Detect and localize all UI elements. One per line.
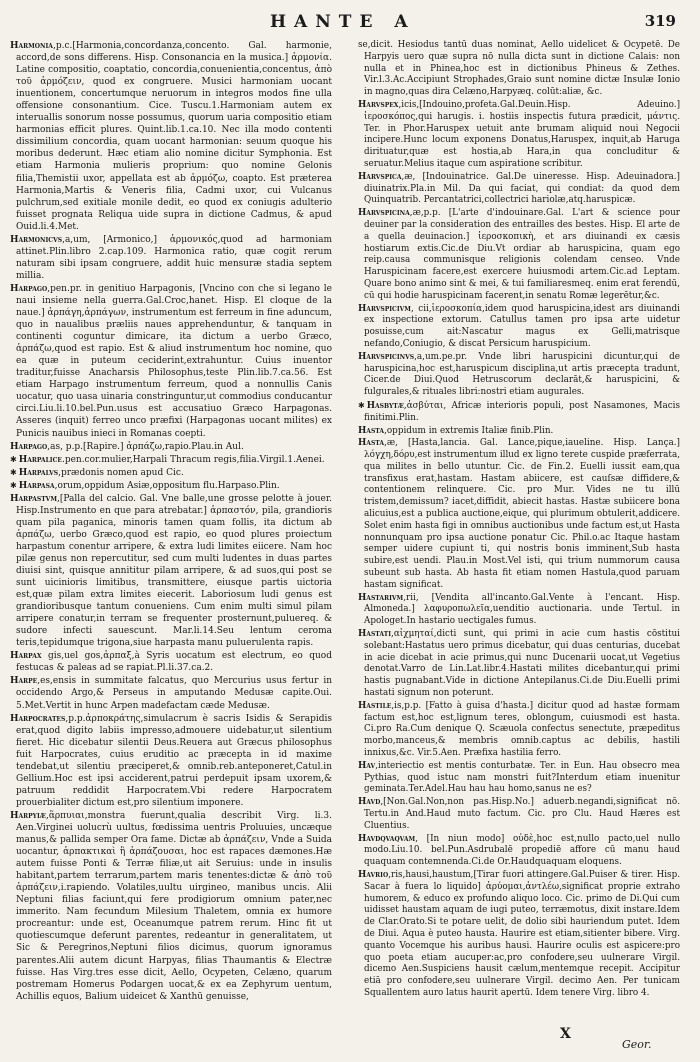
page-number: 319 bbox=[644, 12, 676, 30]
entry-text: ,oppidum in extremis Italiæ finib.Plin. bbox=[384, 425, 554, 436]
entry-text: ,is,p.p. [Fatto à guisa d'hasta.] dicitur quod ad hastæ formam factum est,hoc est,lignum teres, oblongum, cuiusmodi est hasta. Ci.pro Ra.Cum denique Q. Scæuola confectus senectute, præpeditus morbo,manceus,& membris omnib.captus ac debilis, hastili innixus,&c. Vir.5.Aen. Præfixa hastilia ferro. bbox=[364, 700, 680, 759]
entry-headword: Harpax bbox=[10, 651, 42, 662]
dictionary-entry bbox=[358, 426, 680, 438]
entry-text: ,es,ensis in summitate falcatus, quo Mercurius usus fertur in occidendo Argo,& Perseus in amputando Medusæ capite.Oui. 5.Met.Vertit in hunc Arpen madefactam cæde Medusæ. bbox=[16, 676, 332, 711]
dictionary-entry bbox=[10, 40, 332, 233]
entry-text: ,ἀσβύται, Africæ interioris populi, post Nasamones, Macis finitimi.Plin. bbox=[364, 400, 680, 423]
entry-text: se,dicit. Hesiodus tantū duas nominat, Aello uidelicet & Ocypetē. De Harpyis uero quæ supra nō nulla dicta sunt in dictione Calais: non nulla et in Phinea,hoc est in dictionibus Phineus & Zethes. Vir.l.3.Ac.Accipiunt Strophades,Graio sunt nomine dictæ Insulæ Ionio in magno,quas dira Celæno,Harpyæq. colūt:aliæ, &c. bbox=[358, 40, 680, 98]
dictionary-entry bbox=[10, 454, 332, 466]
entry-headword: Harvspicivm bbox=[358, 303, 411, 314]
entry-text: ,ἅρπυιαι,monstra fuerunt,qualia describit Virg. li.3. Aen.Virginei uolucrù uultus, fœdissima uentris Proluuies, uncæque manus,& pallida semper Ora fame. Dictæ ab ἁρπάζειν, Vnde a Suida uocantur, ἁρπακτικαὶ ἢ ἁρπάζουσαι, hoc est rapaces dæmones.Hæ autem fuisse Ponti & Terræ filiæ,ut ait Seruius: unde in insulis habitant,partem terrarum,partem maris tenentes:dictæ & ἀπὸ τοῦ ἁρπάζειν,i.rapiendo. Volatiles,uultu uirgineo, manibus uncis. Alii Neptuni filias faciunt,qui fere prodigiorum omnium pater,nec immerito. Nam fecundum Milesium Thaletem, omnia ex humore procreantur: unde est, Oceanumque patrem rerum. Hinc fit ut quotiescumque deferunt parentes, redeantur in generalitatem, ut Sic & Peregrinos,Neptuni filios dicimus, quorum ignoramus parentes.Alii autem dicunt Harpyas, filias Thaumantis & Electræ fuisse. Has Virg.tres esse dicit, Aello, Ocypeten, Celæno, quarum postremam Homerus Podargen uocat,& ex ea Zephyrum uentum, Achillis equos, Balium uideicet & Xanthū genuisse, bbox=[16, 810, 332, 1002]
entry-headword: Havrio bbox=[358, 869, 389, 880]
entry-headword: Harpe bbox=[10, 676, 38, 687]
dictionary-entry bbox=[358, 172, 680, 207]
entry-text: ,orum,oppidum Asiæ,oppositum flu.Harpaso.Plin. bbox=[54, 480, 280, 491]
page-footer bbox=[0, 1024, 700, 1054]
catchword: Geor. bbox=[622, 1038, 652, 1051]
entry-headword: Havd bbox=[358, 797, 381, 808]
dictionary-entry bbox=[358, 834, 680, 869]
dictionary-entry bbox=[358, 400, 680, 425]
dictionary-entry bbox=[358, 761, 680, 796]
entry-headword: Harpasa bbox=[18, 480, 55, 491]
dictionary-entry bbox=[358, 797, 680, 832]
entry-headword: Hasta bbox=[358, 438, 385, 449]
entry-headword: Harvspicinvs bbox=[358, 351, 415, 362]
entry-headword: Harpalice bbox=[18, 454, 62, 465]
entry-text: .pen.cor.mulier,Harpali Thracum regis,filia.Virgil.1.Aenei. bbox=[61, 454, 325, 465]
dictionary-entry bbox=[358, 352, 680, 399]
entry-headword: Harpastvm bbox=[10, 493, 57, 504]
entry-text: gis,uel gos,ἁρπαξ,à Syris uocatum est electrum, eo quod festucas & paleas ad se rapiat.Pl.li.37.ca.2. bbox=[16, 651, 332, 674]
entry-text: ,rii, [Vendita all'incanto.Gal.Vente à l'encant. Hisp. Almoneda.] λαφυροπωλεῖα,uenditio auctionaria. unde Tertul. in Apologet.In hastario uectigales fumus. bbox=[364, 592, 680, 627]
entry-text: ,pen.pr. in genitiuo Harpagonis, [Vncino con che si legano le naui insieme nella guerra.Gal.Croc,hanet. Hisp. El cloque de la naue.] ἁρπάγη,ἁρπάγων, instrumentum est ferreum in fine aduncum, quo in naualibus præliis naues apprehenduntur, & tanquam in continenti coguntur dimicare, ita dictum a uerbo Græco, ἁρπάζω,quod est rapio. Est & aliud instrumentum hoc nomine, quo ea quæ in puteum ceciderint,extrahuntur. Cuius inuentor traditur,fuisse Anacharsis Philosophus,teste Plin.lib.7.ca.56. Est etiam Harpago instrumentum ferreum, quod a nonnullis Canis uocatur, quo uasa uinaria constringuntur,ut commodius conducantur circi.Liu.li.10.bel.Pun.usus est accusatiuo Græco Harpagonas. Asseres (inquit) ferreo unco præfixi (Harpagonas uocant milites) ex Punicis nauibus inieci in Romanas coepti. bbox=[16, 283, 332, 439]
entry-text: , [In niun modo] οὐδὲ,hoc est,nullo pacto,uel nullo modo.Liu.10. bel.Pun.Asdrubalē propediē affore cū manu haud quaquam contemnenda.Ci.de Or.Haudquaquam eloquens. bbox=[364, 833, 680, 868]
dictionary-entry bbox=[358, 304, 680, 351]
entry-headword: Harpago bbox=[10, 283, 48, 294]
dictionary-entry bbox=[358, 870, 680, 1000]
dictionary-entry bbox=[358, 100, 680, 171]
entry-headword: Harpocrates bbox=[10, 713, 66, 724]
entry-text: ,[Palla del calcio. Gal. Vne balle,une grosse pelotte à jouer. Hisp.Instrumento en que para atrebatar.] ἁρπαστόν, pila, grandioris quam pila paganica, minoris tamen quam follis, ita dictum ab ἁρπάζω, uerbo Græco,quod est rapio, eo quod plures proiectum harpastum conentur arripere, & extra ludi limites eiicere. Nam hoc pilæ genus non repercutitur, sed cum multi ludentes in duas partes diuisi sint, quisque annititur pilam arripere, & ad suos,qui post se sunt uicinioris limitibus, transmittere, eiusque partis uictoria est,quæ pilam extra limites eiecerit. Laboriosum ludi genus est grandioribusque tantum conueniens. Cum enim multi simul pilam arripere conatur,in terram se frequenter prosternunt,puluereq. & sudore infecti sauescunt. Mar.li.14.Seu lentum ceroma teris,tepidumque trigona,siue harpasta manu puluerulenta rapis. bbox=[16, 493, 332, 649]
entry-headword: Harvspex bbox=[358, 99, 399, 110]
entry-headword: Havdqvaqvam bbox=[358, 833, 416, 844]
entry-headword: Hasta bbox=[358, 425, 385, 436]
dictionary-entry bbox=[10, 713, 332, 809]
dictionary-entry bbox=[10, 675, 332, 711]
entry-headword: Harvspica bbox=[358, 171, 402, 182]
dictionary-entry bbox=[10, 650, 332, 674]
signature-mark: X bbox=[560, 1026, 571, 1042]
entry-text: ,[Non.Gal.Non,non pas.Hisp.No.] aduerb.negandi,significat nō. Tertu.in And.Haud muto factum. Cic. pro Clu. Haud Hæres est Cluentius. bbox=[364, 797, 680, 831]
dictionary-entry bbox=[10, 480, 332, 492]
dictionary-entry bbox=[358, 629, 680, 700]
left-column bbox=[10, 40, 332, 1004]
entry-text: ,a,um, [Armonico,] ἁρμονικός,quod ad harmoniam attinet.Plin.libro 2.cap.109. Harmonica ratio, quæ cogit rerum naturam sibi ipsam congruere, addit huic mensuræ stadia septem millia. bbox=[16, 234, 332, 281]
dictionary-entry bbox=[358, 438, 680, 591]
dictionary-entry bbox=[10, 467, 332, 479]
entry-text: ,a,um.pe.pr. Vnde libri haruspicini dicuntur,qui de haruspicina,hoc est,haruspicum disciplina,ut artis præcepta tradunt, Cicer.de Diui.Quod Hetruscorum declarāt,& haruspicini, & fulgurales,& rituales libri:nostri etiam augurales. bbox=[364, 351, 680, 398]
entry-headword: Hastati bbox=[358, 629, 392, 640]
running-head bbox=[0, 8, 700, 38]
entry-text: ,αἰχμηταί,dicti sunt, qui primi in acie cum hastis cōstitui solebant:Hastatus uero primus dicebatur, qui duas centurias, ducebat in acie dicebat in acie primus,qui nunc Ducenarii uocat,ut Vegetius denotat.Varro de Lin.Lat.libr.4.Hastati milites dicebantur,qui primi hastis pugnabant.Vide in dictione Antepilanus.Ci.de Diu.Euelli primi hastati signum non poterunt. bbox=[364, 629, 680, 699]
entry-headword: Hasbytæ bbox=[366, 400, 404, 411]
entry-headword: Hastile bbox=[358, 700, 392, 711]
entry-text: ,prædonis nomen apud Cic. bbox=[58, 467, 184, 478]
entry-headword: Harpago bbox=[10, 441, 48, 452]
dictionary-entry bbox=[358, 701, 680, 760]
dictionary-entry bbox=[10, 441, 332, 453]
dictionary-entry bbox=[10, 810, 332, 1003]
dictionary-entry bbox=[10, 493, 332, 650]
entry-headword: Hastarivm bbox=[358, 592, 404, 603]
entry-text: ,æ,p.p. [L'arte d'indouinare.Gal. L'art & science pour deuiner par la consideration des entrailles des bestes. Hisp. El arte de a quella deuinacion.] ἱεροσκοπικὴ, et ars diuinandi ex cæsis hostiarum extis.Cic.de Diu.Vt ordiar ab haruspicina, quam ego reip.causa communisque religionis colendam censeo. Vnde Haruspicinam facere,est exercere huiusmodi artem.Cic.ad Leptam. Quare bono animo sint & mei, & tui familiaresmeq. enim erat ferendū, cū qui hodie haruspicinam facerent,in senatu Romæ legerētur,&c. bbox=[364, 208, 680, 301]
entry-text: ,æ, [Hasta,lancia. Gal. Lance,pique,iaueline. Hisp. Lança.] λόγχη,δόρυ,est instrumentum illud ex ligno terete cuspide præferrata, qua milites in bello utuntur. Cic. de Fin.2. Euelli iussit eam,qua transfixus erat,hastam. Hastam abiicere, est cauſsæ diffidere,& contentionem relinquere. Cic. pro Mur. Vides ne tu illū tristem,demissum? iacet,diffidit, abiecit hastas. Hastæ subiicere bona alicuius,est a publica auctione,eique, qui plurimum obtulerit,addicere. Solet enim hasta figi in omnibus auctionibus unde factum est,ut Hasta nonnunquam pro ipsa auctione ponatur Cic. Phil.o.ac Itaque hastam semper uidere cupiunt ti, qui nostris bonis imminent,Sub hasta subire,est uendi. Plau.in Most.Vel isti, qui trium nummorum causa subeunt sub hasta. Ab hasta fit etiam nomen Hastula,quod paruam hastam significat. bbox=[364, 438, 680, 590]
entry-text: ,icis,[Indouino,profeta.Gal.Deuin.Hisp. Adeuino.] ἱεροσκόπος,qui harugis. i. hostiis inspectis futura prædicit, μάντις. Ter. in Phor.Haruspex uetuit ante brumam aliquid noui Negocii incipere.Hunc locum exponens Donatus,Haruspex, inquit,ab Haruga dirituatur,quæ est hostia,ab Hara,in qua concluditur & seruatur.Melius itaque cum aspiratione scribitur. bbox=[364, 99, 680, 169]
entry-text: ,ris,hausi,haustum,[Tirar fuori attingere.Gal.Puiser & tirer. Hisp. Sacar à fuera lo liquido] ἀρύομαι,ἀντλέω,significat proprie extraho humorem, & educo ex profundo aliquo loco. Cic. primo de Di.Qui cum uidisset haustam aquam de iugi puteo, terræmotus, dixit instare.Idem de Clar.Orato.Si te potare uelit, de dolio sibi hauriendum putet. Idem de Diui. Aqua è puteo hausta. Haurire est etiam,sitienter bibere. Virg. quanto Vocemque his auribus hausi. Haurire oculis est aspicere:pro quo poeta etiam aucuper:ac,pro confodere,seu uulnerare Virgil. dicemo Aen.Suspiciens hausit cælum,mentemque recepit. Accipitur etiā pro confodere,seu uulnerare Virgil. decimo Aen. Per tunicam Squallentem auro latus haurit apertū. Idem tenere Virg. libro 4. bbox=[364, 869, 680, 998]
dictionary-entry bbox=[358, 593, 680, 628]
dictionary-entry bbox=[10, 283, 332, 440]
dictionary-entry bbox=[10, 234, 332, 282]
entry-text: ,p.c.[Harmonia,concordanza,concento. Gal. harmonie, accord,de sons differens. Hisp. Consonancia en la musica.] ἁρμονία. Latine compositio, coaptatio, concordia,conuenientia,concentus, ἀπὸ τοῦ ἁρμόζειν, quod ex congruere. Musici harmoniam uocant inuentionem, concertumque neruorum in integros modos fine ulla offensione consonantium. Cice. Tuscu.1.Harmoniam autem ex interuallis sonorum nosse possumus, quorum uaria compositio etiam harmonias efficit plures. Quint.lib.1.ca.10. Nec illa modo contenti dissimilium concordia, quam uocant harmonian: seuum quoque his moribus dederunt. Hæc etiam alio nomine dicitur Symphonia. Est etiam Harmonia mulieris proprium: quo nomine Gelonis filia,Themistii uxor, appellata est ab ἁρμόζω, coapto. Est præterea Harmonia,Martis & Veneris filia, Cadmi uxor, cui Vulcanus pulchrum,sed exitiale monile dedit, eo quod ex coniugis adulterio fuisset prognata Reliqua uide supra in dictione Cadmus, & apud Ouid.li.4.Met. bbox=[16, 41, 332, 232]
entry-headword: Harpalvs bbox=[18, 467, 59, 478]
entry-text: , cii,ἱεροσκοπία,idem quod haruspicina,idest ars diuinandi ex inspectione extorum. Catullus tamen pro ipsa arte uidetur posuisse,cum ait:Nascatur magus ex Gelli,matrisque nefando,Coniugio, & discat Persicum haruspicium. bbox=[364, 303, 680, 349]
entry-headword: Harvspicina bbox=[358, 208, 410, 219]
entry-headword: Harmonicvs bbox=[10, 234, 63, 245]
dictionary-entry bbox=[358, 208, 680, 302]
entry-text: ,interiectio est mentis conturbatæ. Ter. in Eun. Hau obsecro mea Pythias, quod istuc nam monstri fuit?Interdum etiam inuenitur geminata.Ter.Adel.Hau hau hau homo,sanus ne es? bbox=[364, 760, 680, 795]
entry-text: ,p.p.ἁρποκράτης,simulacrum è sacris Isidis & Serapidis erat,quod digito labiis impresso,admouere uidebatur,ut silentium fieret. Hic dicebatur silentii Deus.Reuera aut Græcus philosophus fuit Harpocrates, cuius eruditio ac præcepta in id maxime tendebat,ut silentiu præciperet,& omnib.reb.anteponeret,Catul.in Gellium.Hoc est ipsi acciderent,patrui perdepuit ipsam uxorem,& patruum reddidit Harpocratem.Vbi redere Harpocratem prouerbialiter dictum est,pro silentium imponere. bbox=[16, 713, 332, 808]
entry-headword: Harmonia bbox=[10, 41, 53, 51]
entry-text: ,æ, [Indouinatrice. Gal.De uineresse. Hisp. Adeuinadora.] diuinatrix.Pla.in Mil. Da qui faciat, qui condiat: da quod dem Quinquatrib. Percantatrici,collectrici hariolæ,atq.haruspicæ. bbox=[364, 171, 680, 206]
dictionary-entry bbox=[358, 40, 680, 99]
entry-text: ,as, p.p.[Rapire.] ἁρπάζω,rapio.Plau.in Aul. bbox=[47, 441, 244, 452]
entry-headword: Hav bbox=[358, 760, 376, 771]
entry-headword: Harpyiæ bbox=[10, 810, 46, 821]
right-column bbox=[358, 40, 680, 1001]
running-title: HANTE A bbox=[270, 12, 416, 32]
